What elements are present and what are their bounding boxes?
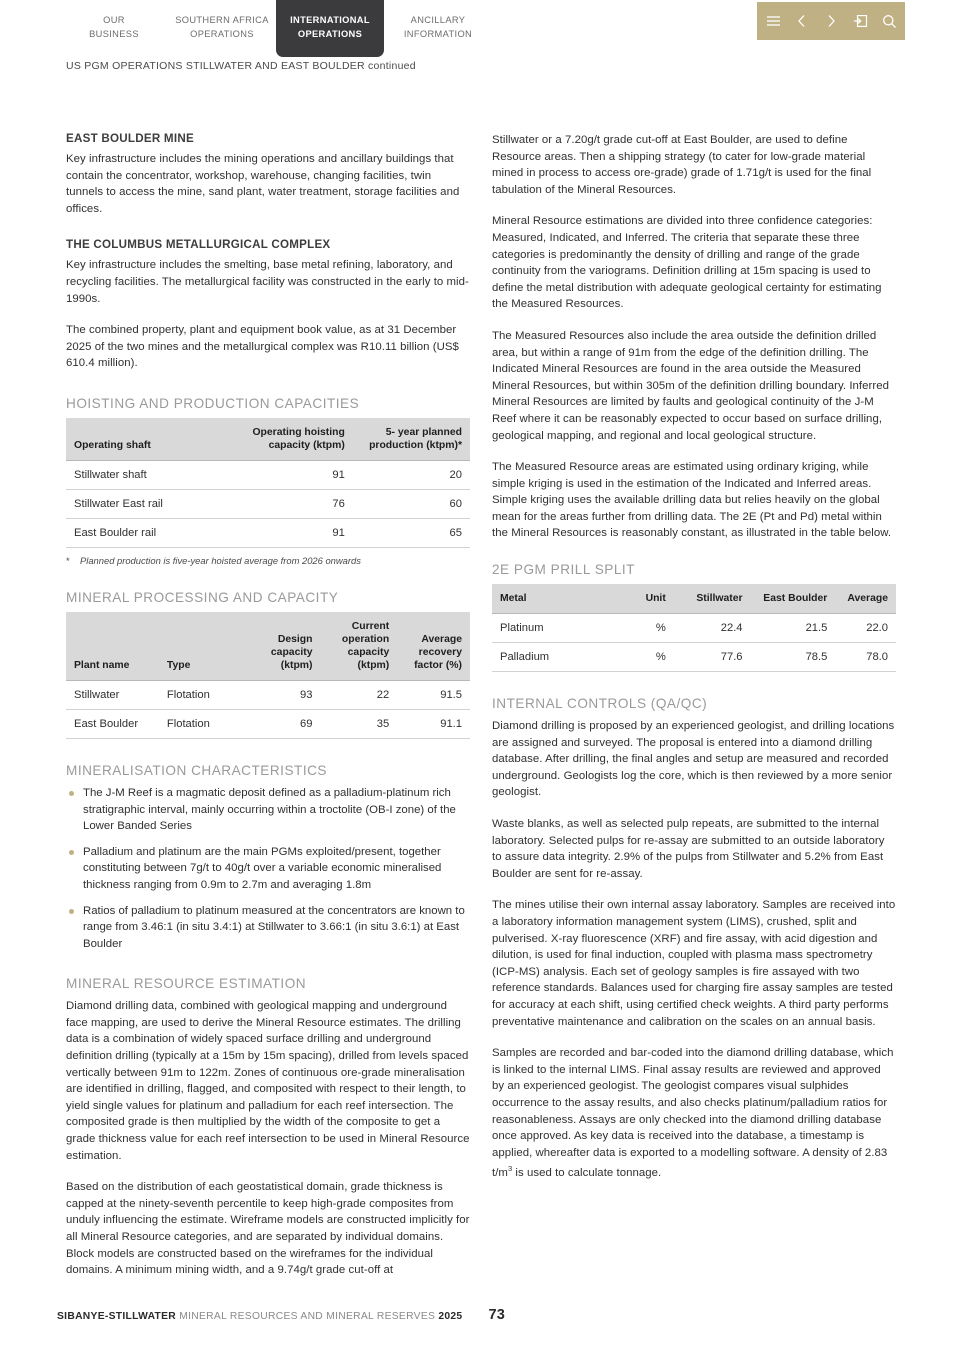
cell-shaft-name: Stillwater shaft — [66, 460, 236, 489]
cell-planned-production: 20 — [353, 460, 470, 489]
nav-tab-label-line2: OPERATIONS — [190, 29, 254, 39]
mineralisation-bullet-list — [66, 785, 470, 952]
paragraph-estimation-1: Diamond drilling data, combined with geological mapping and underground face mapping, are used to derive the Mineral Resource estimates. The drilling data is a combination of widely spaced surface drilling and underground definition drilling (typically at a 15m by 15m spacing), drilled from levels spaced vertically between 91m to 122m. Zones of continuous ore-grade mineralisation are identified in drilling, flagged, and composited with respect to their length, to yield single values for platinum and palladium for each reef intersection. The composited grade is then multiplied by the width of the composite to get a grade thickness value for each reef intersection to be used in Mineral Resource estimation. — [66, 1000, 470, 1162]
cell-hoisting-capacity: 91 — [236, 460, 353, 489]
section-heading-internal-controls: INTERNAL CONTROLS (QA/QC) — [492, 696, 708, 712]
section-heading-mineral-resource-estimation: MINERAL RESOURCE ESTIMATION — [66, 976, 307, 992]
cell-average-recovery-factor: 91.1 — [397, 709, 470, 738]
cell-current-operation-capacity: 22 — [321, 680, 398, 709]
th-metal: Metal — [492, 584, 617, 614]
th-current-operation-capacity: Current operation capacity (ktpm) — [321, 612, 398, 681]
table-row — [66, 680, 470, 709]
list-item — [66, 785, 470, 835]
paragraph-measured-resources: The Measured Resources also include the area outside the definition drilled area, but within a range of 91m from the edge of the definition drilling. The Indicated Mineral Resources are found in the area outside the Measured Mineral Resources, but within 305m of the definition drilling boundary. Inferred Mineral Resources are limited by faults and geological continuity of the J-M Reef where it can be reasonably expected to occur based on surface drilling, geological mapping, and regional and local geological structure. — [492, 329, 889, 442]
th-plant-name: Plant name — [66, 612, 159, 681]
table-2e-pgm-prill-split — [492, 584, 896, 672]
cell-shaft-name: East Boulder rail — [66, 518, 236, 547]
paragraph-cutoff: Stillwater or a 7.20g/t grade cut-off at East Boulder, are used to define Resource areas. Then a shipping strategy (to cater for low-grade material mined in process to access ore-grade) grade of 1.71g/t is used for the final tabulation of the Mineral Resources. — [492, 134, 872, 196]
page-footer — [57, 1307, 505, 1323]
th-unit: Unit — [617, 584, 674, 614]
th-five-year-planned-production: 5- year planned production (ktpm)* — [353, 418, 470, 461]
heading-east-boulder-mine: EAST BOULDER MINE — [66, 132, 194, 145]
table-row — [66, 489, 470, 518]
cell-average-recovery-factor: 91.5 — [397, 680, 470, 709]
cell-unit: % — [617, 643, 674, 672]
nav-tab-ancillary-information[interactable] — [384, 0, 492, 54]
section-heading-hoisting: HOISTING AND PRODUCTION CAPACITIES — [66, 395, 360, 411]
nav-tab-label-line1: ANCILLARY — [410, 15, 466, 25]
footer-company: SIBANYE-STILLWATER — [57, 1311, 177, 1322]
table-row — [66, 460, 470, 489]
footnote-marker: * — [66, 554, 70, 566]
cell-shaft-name: Stillwater East rail — [66, 489, 236, 518]
exit-icon[interactable] — [852, 13, 868, 29]
table-row — [492, 643, 896, 672]
table-row — [66, 518, 470, 547]
nav-tab-our-business[interactable] — [60, 0, 168, 54]
list-item — [66, 903, 470, 953]
nav-tab-label-line2: INFORMATION — [403, 29, 473, 39]
footer-title: MINERAL RESOURCES AND MINERAL RESERVES — [179, 1311, 436, 1322]
cell-unit: % — [617, 614, 674, 643]
th-operating-hoisting-capacity: Operating hoisting capacity (ktpm) — [236, 418, 353, 461]
cell-east-boulder: 21.5 — [751, 614, 836, 643]
section-heading-prill-split: 2E PGM PRILL SPLIT — [492, 562, 635, 578]
cell-design-capacity: 93 — [248, 680, 321, 709]
table-header-row — [66, 612, 470, 681]
cell-east-boulder: 78.5 — [751, 643, 836, 672]
top-navigation — [0, 0, 965, 58]
th-type: Type — [159, 612, 248, 681]
running-head: US PGM OPERATIONS STILLWATER AND EAST BOULDER continued — [66, 60, 416, 72]
nav-toolbar — [757, 2, 905, 40]
paragraph-qaqc-1: Diamond drilling is proposed by an experienced geologist, and drilling locations are assigned and surveyed. The proposal is entered into a diamond drilling database. After drilling, the final angles and setup are measured and recorded underground. Geologists log the core, which is then reviewed by a more senior geologist. — [492, 720, 895, 799]
nav-tab-label-line2: OPERATIONS — [297, 29, 363, 39]
cell-average: 78.0 — [835, 643, 896, 672]
cell-metal: Platinum — [492, 614, 617, 643]
nav-tab-southern-africa-operations[interactable] — [168, 0, 276, 54]
cell-current-operation-capacity: 35 — [321, 709, 398, 738]
paragraph-qaqc-4-pre: Samples are recorded and bar-coded into the diamond drilling database, which is linked to the internal LIMS. Final assay results are reviewed and approved by an experienced geologist. The geologist compares visual sulphides occurrence to the assay results, and also checks platinum/palladium ratios for reasonableness. Assays are only checked into the diamond drilling database once approved. As key data is received into the database, a timestamp is applied, whereafter data is exported to a modelling software. A density of 2.83 t/m — [492, 1047, 894, 1180]
cell-hoisting-capacity: 91 — [236, 518, 353, 547]
paragraph-qaqc-4 — [492, 1045, 896, 1182]
menu-icon[interactable] — [765, 13, 781, 29]
cell-stillwater: 77.6 — [674, 643, 751, 672]
cell-planned-production: 60 — [353, 489, 470, 518]
section-heading-mineral-processing: MINERAL PROCESSING AND CAPACITY — [66, 589, 339, 605]
bullet-dot-icon — [69, 791, 74, 796]
table-mineral-processing-capacity — [66, 612, 470, 739]
th-average-recovery-factor: Average recovery factor (%) — [397, 612, 470, 681]
footnote-text: Planned production is five-year hoisted average from 2026 onwards — [80, 554, 361, 566]
search-icon[interactable] — [881, 13, 897, 29]
th-average: Average — [835, 584, 896, 614]
list-item-text: Ratios of palladium to platinum measured at the concentrators are known to range from 3.46:1 (in situ 3.4:1) at Stillwater to 3.66:1 (in situ 3.6:1) at East Boulder — [83, 904, 465, 950]
nav-tab-label-line2: BUSINESS — [89, 29, 139, 39]
paragraph-qaqc-2: Waste blanks, as well as selected pulp repeats, are submitted to the internal laboratory. Selected pulps for re-assay are submitted to an outside laboratory to assure data integrity. 2.9% of the pulps from Stillwater and 5.2% from East Boulder are sent for re-assay. — [492, 818, 885, 880]
section-heading-mineralisation-characteristics: MINERALISATION CHARACTERISTICS — [66, 762, 327, 778]
table-row — [66, 709, 470, 738]
th-stillwater: Stillwater — [674, 584, 751, 614]
th-operating-shaft: Operating shaft — [66, 418, 236, 461]
cell-plant-name: Stillwater — [66, 680, 159, 709]
table-hoisting-capacities — [66, 418, 470, 548]
paragraph-east-boulder: Key infrastructure includes the mining operations and ancillary buildings that contain the concentrator, workshop, warehouse, changing facilities, twin tunnels to access the mine, sand plant, water treatment, storage facilities and offices. — [66, 153, 460, 215]
th-design-capacity: Design capacity (ktpm) — [248, 612, 321, 681]
cell-design-capacity: 69 — [248, 709, 321, 738]
table-row — [492, 614, 896, 643]
nav-tab-international-operations[interactable] — [276, 0, 384, 57]
footer-text — [57, 1311, 462, 1322]
nav-tab-label-line1: INTERNATIONAL — [290, 15, 370, 25]
prev-page-icon[interactable] — [794, 13, 810, 29]
heading-columbus-complex: THE COLUMBUS METALLURGICAL COMPLEX — [66, 238, 331, 252]
left-column — [66, 132, 470, 1279]
bullet-dot-icon — [69, 850, 74, 855]
paragraph-qaqc-4-post: is used to calculate tonnage. — [512, 1167, 662, 1180]
nav-tab-label-line1: SOUTHERN AFRICA — [175, 15, 269, 25]
list-item — [66, 844, 470, 894]
table-header-row — [492, 584, 896, 614]
paragraph-estimation-2: Based on the distribution of each geostatistical domain, grade thickness is capped at the ninety-seventh percentile to keep high-grade composites from unduly influencing the estimate. Wireframe models are constructed implicitly for all Mineral Resource categories, and are separated by individual domains. Block models are constructed based on the wireframes for the individual domains. A minimum mining width, and a 9.74g/t grade cut-off at — [66, 1181, 470, 1277]
th-east-boulder: East Boulder — [751, 584, 836, 614]
bullet-dot-icon — [69, 909, 74, 914]
paragraph-book-value: The combined property, plant and equipment book value, as at 31 December 2025 of the two mines and the metallurgical complex was R10.11 billion (US$ 610.4 million). — [66, 324, 459, 370]
next-page-icon[interactable] — [823, 13, 839, 29]
cell-metal: Palladium — [492, 643, 617, 672]
cell-type: Flotation — [159, 680, 248, 709]
table-header-row — [66, 418, 470, 461]
density-exponent: 3 — [507, 1164, 513, 1174]
paragraph-confidence-categories: Mineral Resource estimations are divided into three confidence categories: Measured, Indicated, and Inferred. The criteria that separate these three categories is predominantly the density of drilling and range of the grade continuity from the variograms. Definition drilling at 15m spacing is used to define the metal distribution with adequate geological certainty for estimating the Measured Resources. — [492, 215, 882, 311]
cell-plant-name: East Boulder — [66, 709, 159, 738]
footer-year: 2025 — [438, 1311, 463, 1322]
cell-type: Flotation — [159, 709, 248, 738]
page-number: 73 — [488, 1307, 506, 1323]
nav-tab-list — [60, 0, 492, 57]
paragraph-kriging: The Measured Resource areas are estimated using ordinary kriging, while simple kriging is used in the estimation of the Indicated and Inferred areas. Simple kriging uses the available drilling data but relies heavily on the global mean for the areas further from drilling data. The 2E (Pt and Pd) metal within the Mineral Resources is reasonably constant, as illustrated in the table below. — [492, 461, 892, 540]
cell-average: 22.0 — [835, 614, 896, 643]
nav-tab-label-line1: OUR — [103, 15, 125, 25]
cell-hoisting-capacity: 76 — [236, 489, 353, 518]
paragraph-qaqc-3: The mines utilise their own internal assay laboratory. Samples are received into a laboratory information management system (LIMS), crushed, split and pulverised. X-ray fluorescence (XRF) and fire assay, with acid digestion and dilution, is used for final induction, coupled with plasma mass spectrometry (ICP-MS) analysis. Each set of geology samples is fire assayed with two reference standards. Balances used for charging fire assay samples are tested for accuracy at each shift, using certified check weights. A third party performs preventative maintenance and calibration on the scales on an annual basis. — [492, 899, 896, 1028]
table-footnote-hoisting — [66, 555, 470, 566]
list-item-text: The J-M Reef is a magmatic deposit defined as a palladium-platinum rich stratigraphic interval, mainly occurring within a troctolite (OB-I zone) of the Lower Banded Series — [83, 786, 456, 833]
cell-stillwater: 22.4 — [674, 614, 751, 643]
list-item-text: Palladium and platinum are the main PGMs exploited/present, together constituting between 7g/t to 40g/t over a variable economic mineralised thickness ranging from 0.9m to 2.7m and averaging 1.8m — [83, 845, 442, 891]
right-column — [492, 132, 896, 1182]
paragraph-columbus: Key infrastructure includes the smelting, base metal refining, laboratory, and recycling facilities. The metallurgical facility was constructed in the early to mid-1990s. — [66, 259, 469, 305]
cell-planned-production: 65 — [353, 518, 470, 547]
